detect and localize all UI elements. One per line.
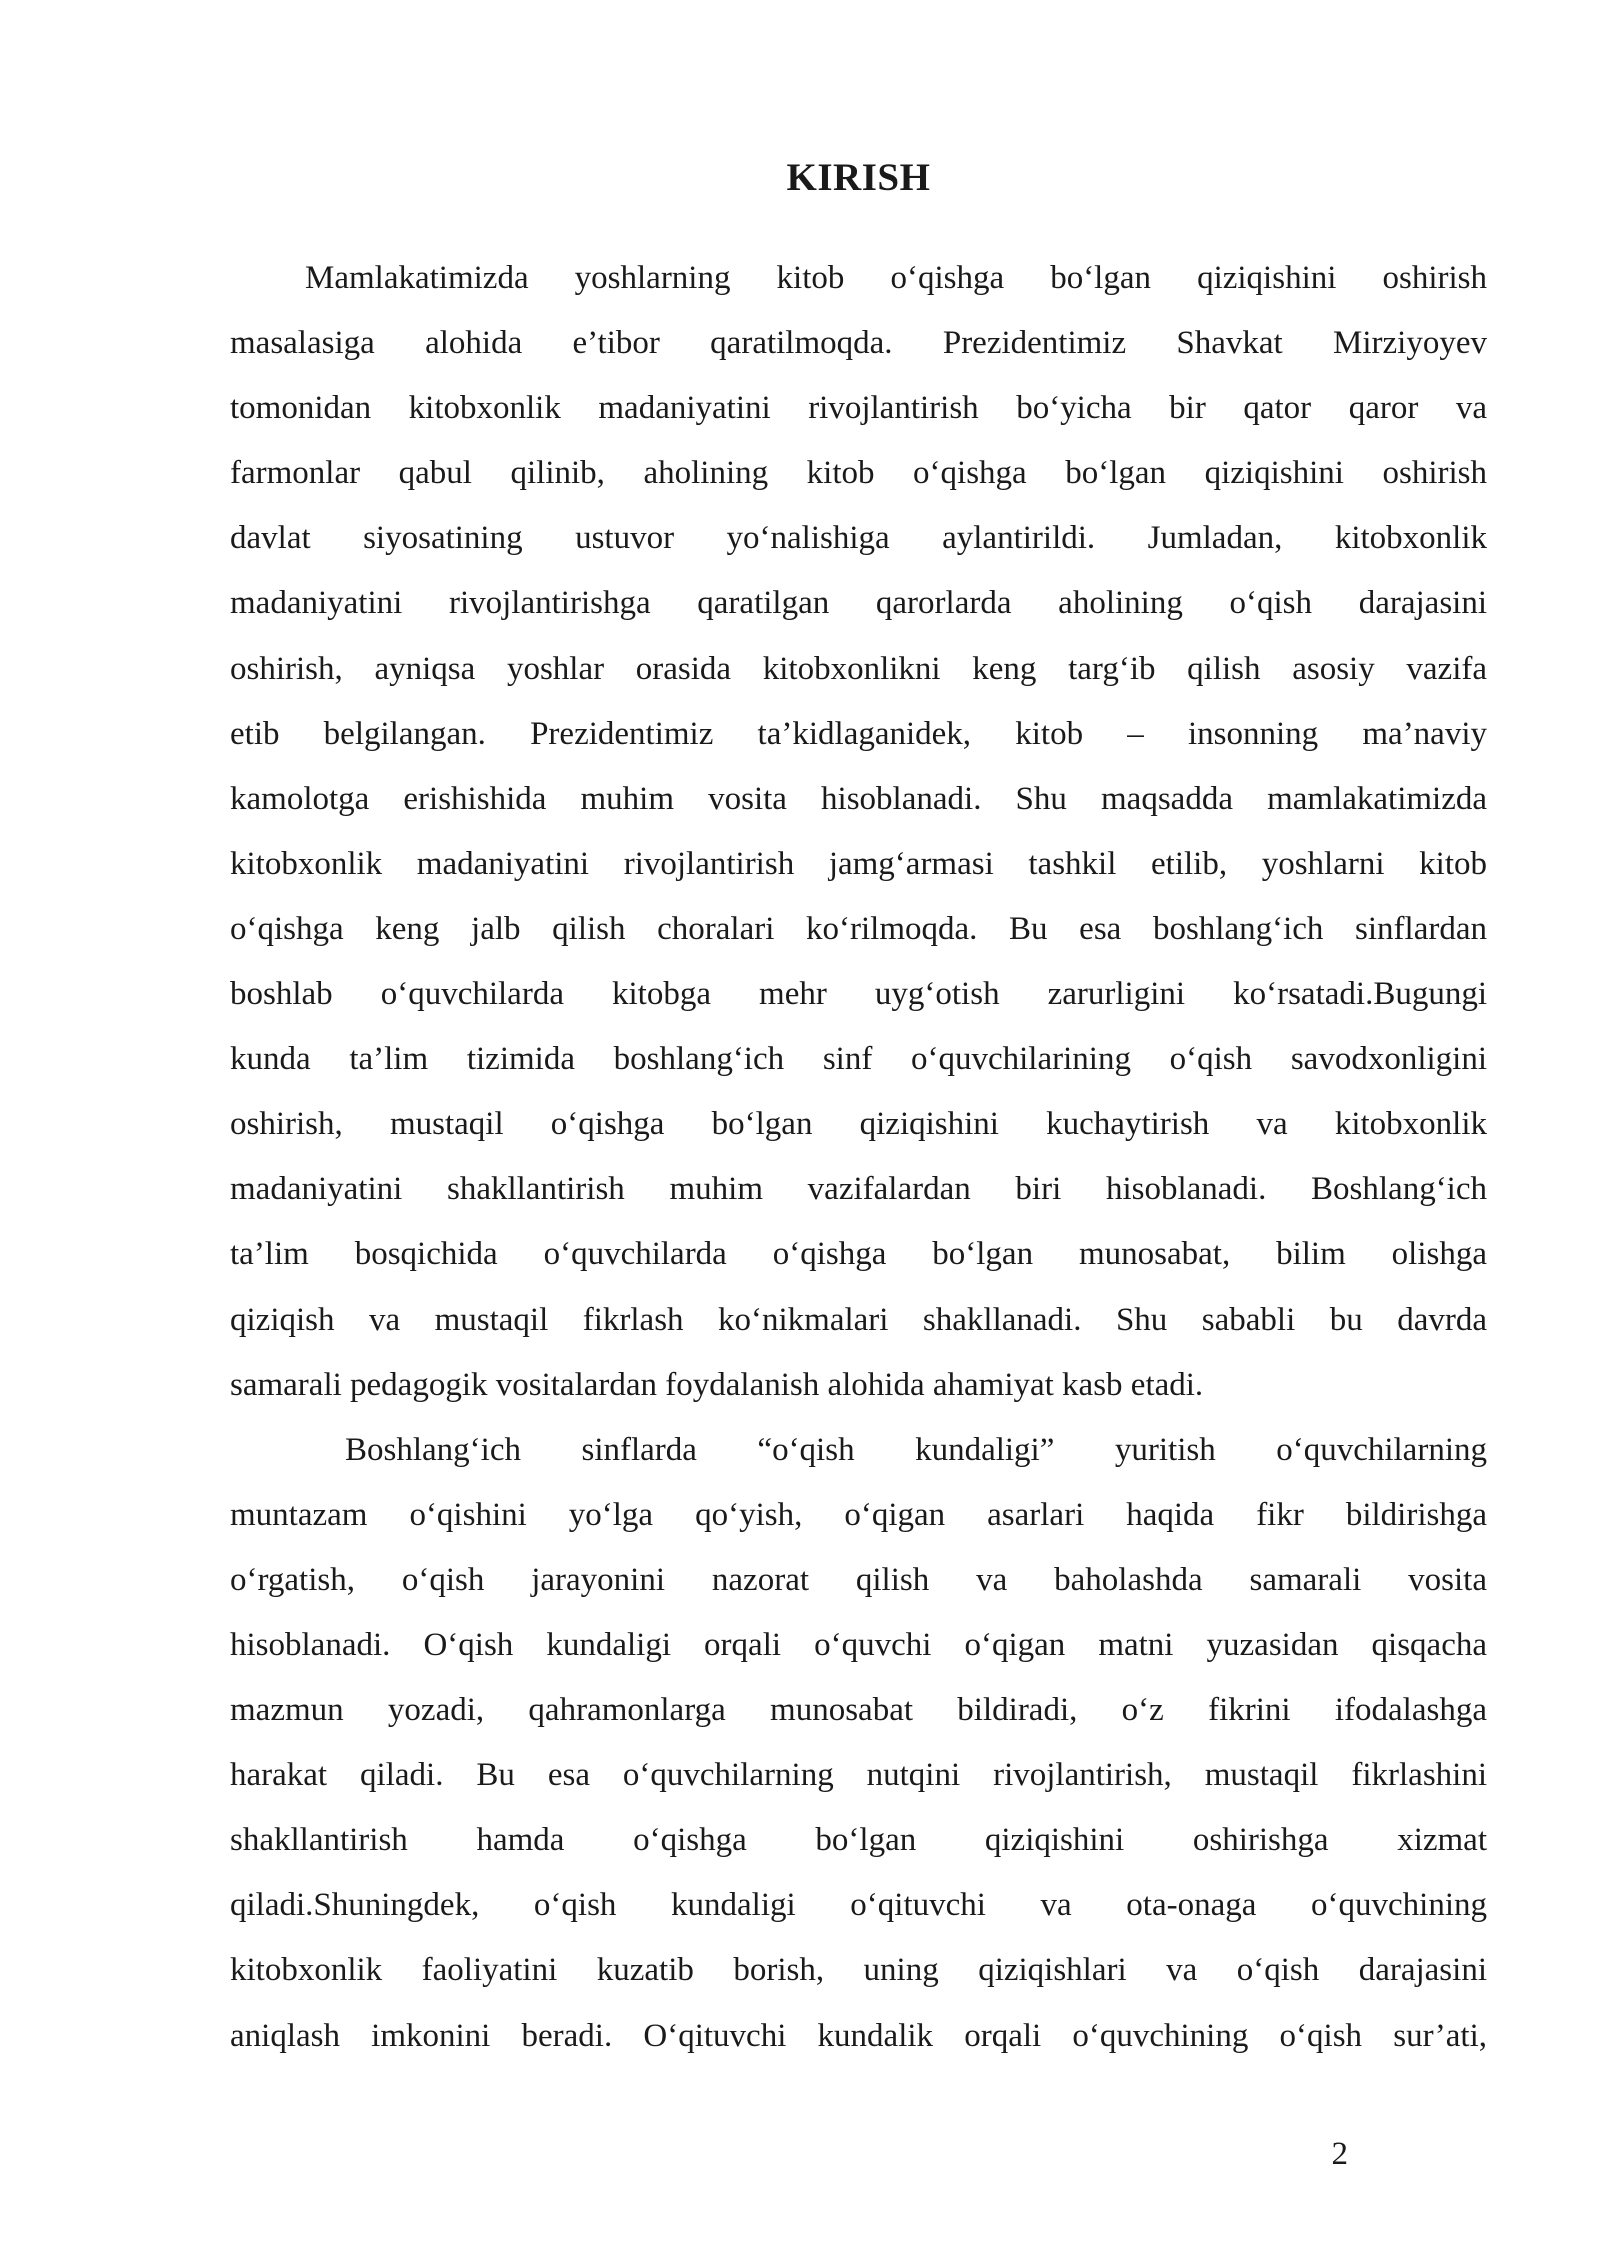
text-line: shakllantirish hamda oʻqishga boʻlgan qiziqishini oshirishga xizmat [230, 1822, 1487, 1859]
text-line: etib belgilangan. Prezidentimiz ta’kidlaganidek, kitob – insonning ma’naviy [230, 715, 1487, 752]
text-line: tomonidan kitobxonlik madaniyatini rivojlantirish boʻyicha bir qator qaror va [230, 390, 1487, 427]
page-title: KIRISH [786, 156, 931, 199]
text-line: hisoblanadi. Oʻqish kundaligi orqali oʻquvchi oʻqigan matni yuzasidan qisqacha [230, 1626, 1487, 1663]
text-line: farmonlar qabul qilinib, aholining kitob oʻqishga boʻlgan qiziqishini oshirish [230, 455, 1487, 492]
paragraph-2 [230, 1418, 1487, 2069]
text-line: mazmun yozadi, qahramonlarga munosabat bildiradi, oʻz fikrini ifodalashga [230, 1692, 1487, 1729]
text-line: oʻqishga keng jalb qilish choralari koʻrilmoqda. Bu esa boshlangʻich sinflardan [230, 910, 1487, 947]
text-line: oshirish, ayniqsa yoshlar orasida kitobxonlikni keng targʻib qilish asosiy vazifa [230, 650, 1487, 687]
paragraph-1 [230, 246, 1487, 1418]
text-line: davlat siyosatining ustuvor yoʻnalishiga aylantirildi. Jumladan, kitobxonlik [230, 520, 1487, 557]
text-line: oʻrgatish, oʻqish jarayonini nazorat qilish va baholashda samarali vosita [230, 1561, 1487, 1598]
text-line: kamolotga erishishida muhim vosita hisoblanadi. Shu maqsadda mamlakatimizda [230, 780, 1487, 817]
text-line: aniqlash imkonini beradi. Oʻqituvchi kundalik orqali oʻquvchining oʻqish sur’ati, [230, 2017, 1487, 2054]
text-line: madaniyatini rivojlantirishga qaratilgan qarorlarda aholining oʻqish darajasini [230, 585, 1487, 622]
text-line: muntazam oʻqishini yoʻlga qoʻyish, oʻqigan asarlari haqida fikr bildirishga [230, 1496, 1487, 1533]
text-line: kitobxonlik madaniyatini rivojlantirish jamgʻarmasi tashkil etilib, yoshlarni kitob [230, 845, 1487, 882]
page-number: 2 [1331, 2136, 1348, 2172]
text-line: oshirish, mustaqil oʻqishga boʻlgan qiziqishini kuchaytirish va kitobxonlik [230, 1106, 1487, 1143]
text-line: boshlab oʻquvchilarda kitobga mehr uygʻotish zarurligini koʻrsatadi.Bugungi [230, 976, 1487, 1013]
body-text [230, 246, 1487, 2069]
text-line: madaniyatini shakllantirish muhim vazifalardan biri hisoblanadi. Boshlangʻich [230, 1171, 1487, 1208]
text-line: Mamlakatimizda yoshlarning kitob oʻqishga boʻlgan qiziqishini oshirish [305, 260, 1487, 296]
text-line: qiziqish va mustaqil fikrlash koʻnikmalari shakllanadi. Shu sababli bu davrda [230, 1301, 1487, 1338]
text-line: kunda ta’lim tizimida boshlangʻich sinf oʻquvchilarining oʻqish savodxonligini [230, 1041, 1487, 1078]
text-line: kitobxonlik faoliyatini kuzatib borish, uning qiziqishlari va oʻqish darajasini [230, 1952, 1487, 1989]
text-line: samarali pedagogik vositalardan foydalanish alohida ahamiyat kasb etadi. [230, 1366, 1204, 1403]
text-line: ta’lim bosqichida oʻquvchilarda oʻqishga boʻlgan munosabat, bilim olishga [230, 1236, 1487, 1273]
text-line: masalasiga alohida e’tibor qaratilmoqda. Prezidentimiz Shavkat Mirziyoyev [230, 325, 1487, 362]
text-line: harakat qiladi. Bu esa oʻquvchilarning nutqini rivojlantirish, mustaqil fikrlashini [230, 1757, 1487, 1794]
text-line: Boshlangʻich sinflarda “oʻqish kundaligi” yuritish oʻquvchilarning [345, 1431, 1487, 1468]
text-line: qiladi.Shuningdek, oʻqish kundaligi oʻqituvchi va ota-onaga oʻquvchining [230, 1887, 1487, 1924]
